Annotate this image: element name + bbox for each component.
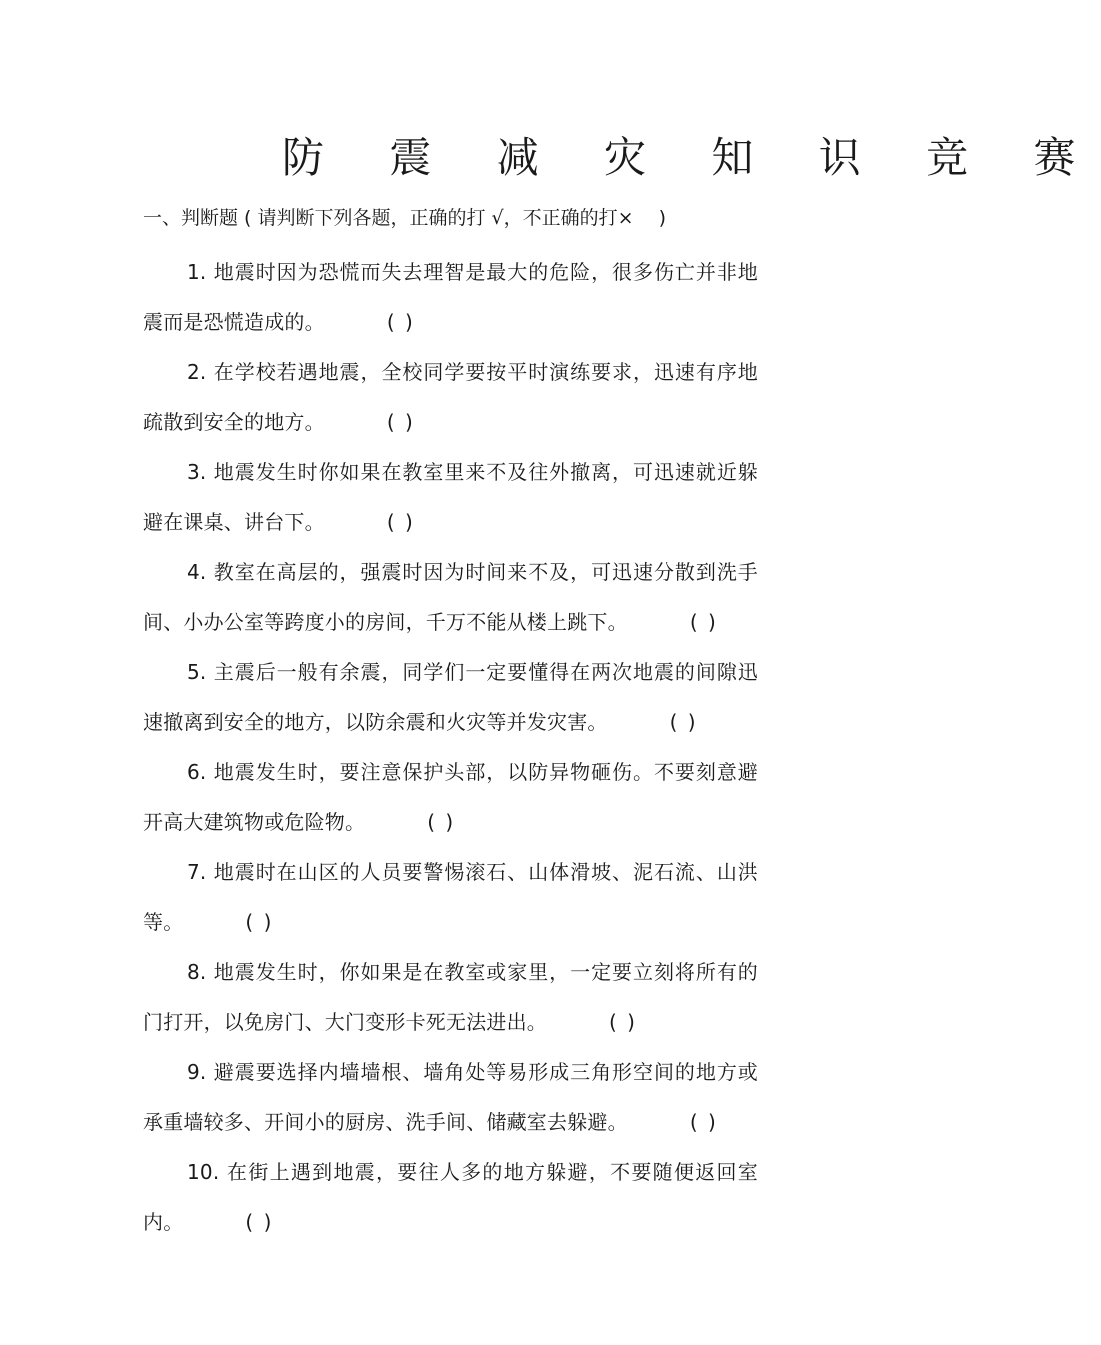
answer-blank: ( ) (609, 1010, 637, 1034)
question-item (143, 647, 758, 747)
question-text: 3. 地震发生时你如果在教室里来不及往外撤离，可迅速就近躲避在课桌、讲台下。 (143, 460, 758, 534)
answer-blank: ( ) (689, 610, 718, 634)
question-text: 2. 在学校若遇地震，全校同学要按平时演练要求，迅速有序地疏散到安全的地方。 (143, 360, 758, 434)
question-item (143, 247, 758, 347)
answer-blank: ( ) (669, 710, 698, 734)
answer-blank: ( ) (245, 1210, 274, 1234)
question-item (143, 447, 758, 547)
question-text: 5. 主震后一般有余震，同学们一定要懂得在两次地震的间隙迅速撤离到安全的地方，以防余震和火灾等并发灾害。 (143, 660, 758, 734)
question-text: 9. 避震要选择内墙墙根、墙角处等易形成三角形空间的地方或承重墙较多、开间小的厨房、洗手间、储藏室去躲避。 (143, 1060, 758, 1134)
question-text: 6. 地震发生时，要注意保护头部，以防异物砸伤。不要刻意避开高大建筑物或危险物。 (143, 760, 758, 834)
question-item (143, 847, 758, 947)
document-title: 防 震 减 灾 知 识 竞 赛 (282, 133, 1101, 182)
answer-blank: ( ) (386, 410, 415, 434)
answer-blank: ( ) (386, 510, 415, 534)
question-text: 4. 教室在高层的，强震时因为时间来不及，可迅速分散到洗手间、小办公室等跨度小的房间，千万不能从楼上跳下。 (143, 560, 758, 634)
question-item (143, 747, 758, 847)
question-item (143, 547, 758, 647)
question-text: 10. 在街上遇到地震，要往人多的地方躲避，不要随便返回室内。 (143, 1160, 758, 1234)
question-text: 7. 地震时在山区的人员要警惕滚石、山体滑坡、泥石流、山洪等。 (143, 860, 758, 934)
question-text: 1. 地震时因为恐慌而失去理智是最大的危险，很多伤亡并非地震而是恐慌造成的。 (143, 260, 758, 334)
question-item (143, 1147, 758, 1247)
question-item (143, 1047, 758, 1147)
question-text: 8. 地震发生时，你如果是在教室或家里，一定要立刻将所有的门打开，以免房门、大门变形卡死无法进出。 (143, 960, 758, 1034)
question-item (143, 347, 758, 447)
question-list (143, 247, 758, 1247)
answer-blank: ( ) (689, 1110, 718, 1134)
answer-blank: ( ) (386, 310, 415, 334)
answer-blank: ( ) (427, 810, 456, 834)
answer-blank: ( ) (245, 910, 274, 934)
question-item (143, 947, 758, 1047)
section-heading: 一、判断题 ( 请判断下列各题，正确的打 √，不正确的打× ) (143, 207, 667, 229)
